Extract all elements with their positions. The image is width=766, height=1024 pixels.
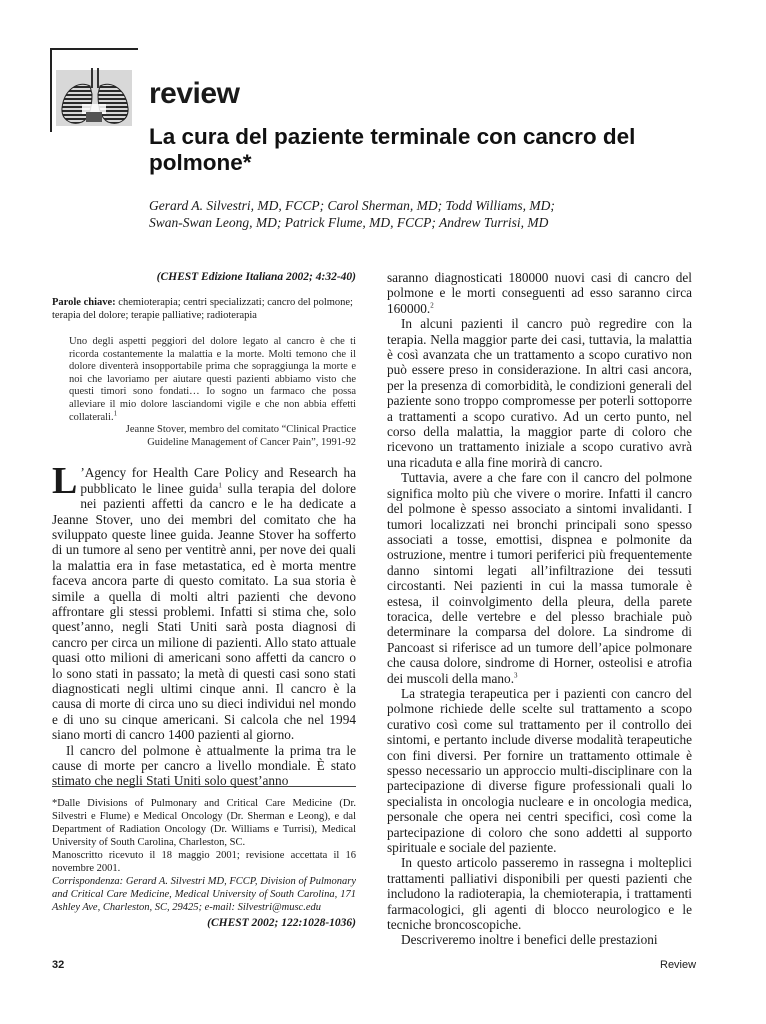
footnote-affiliation: *Dalle Divisions of Pulmonary and Critical Care Medicine (Dr. Silvestri e Flume) e Medical Oncology (Dr. Sherman e Leong), e dal Department of Radiation Oncology (Dr. Williams e Turrisi), Medical University of South Carolina, Charleston, SC. bbox=[52, 798, 356, 848]
authors-line-2: Swan-Swan Leong, MD; Patrick Flume, MD, FCCP; Andrew Turrisi, MD bbox=[149, 215, 549, 230]
body-paragraph-3 bbox=[387, 270, 692, 316]
keywords-label: Parole chiave: bbox=[52, 297, 116, 308]
footnote-received: Manoscritto ricevuto il 18 maggio 2001; revisione accettata il 16 novembre 2001. bbox=[52, 850, 356, 874]
section-label: review bbox=[149, 77, 240, 110]
right-column bbox=[387, 270, 692, 948]
author-list bbox=[149, 197, 669, 231]
article-title: La cura del paziente terminale con cancro del polmone* bbox=[149, 124, 636, 175]
p1-ref: 2 bbox=[430, 301, 434, 310]
drop-cap: L bbox=[52, 460, 78, 503]
footer-section-label: Review bbox=[660, 959, 697, 971]
body-paragraph-6: La strategia terapeutica per i pazienti con cancro del polmone richiede delle scelte sul trattamento a scopo curativo così come sul trattamento per il controllo dei sintomi, e pertanto include diverse modalità terapeutiche con fini diversi. Per fornire un trattamento ottimale è spesso necessario un approccio multi-disciplinare con la partecipazione di diverse figure professionali quali lo specialista in oncologia nucleare e in oncologia medica, personale che opera nei centri specifici, così come la partecipazione di coloro che sono addetti al supporto spirituale e sociale del paziente. bbox=[387, 685, 692, 856]
epigraph-quote bbox=[69, 336, 356, 424]
quote-attribution bbox=[69, 424, 356, 449]
p1-text: saranno diagnosticati 180000 nuovi casi di cancro del polmone e le morti conseguenti ad esso saranno circa 160000. bbox=[387, 270, 692, 316]
body-paragraph-1 bbox=[52, 460, 356, 743]
keywords bbox=[52, 296, 356, 322]
footnote-correspondence: Corrispondenza: Gerard A. Silvestri MD, FCCP, Division of Pulmonary and Critical Care Medicine, Medical University of South Carolina, 171 Ashley Ave, Charleston, SC, 29425; e-mail: Silvestri@musc.edu bbox=[52, 876, 356, 913]
lungs-logo-icon bbox=[52, 50, 138, 132]
quote-text: Uno degli aspetti peggiori del dolore legato al cancro è che ti ricorda costantemente la malattia e la morte. Molti temono che il dolore diventerà insopportabile prima che sopraggiunga la morte e noi che lavoriamo per aiutare questi pazienti abbiamo visto che questi timori sono fondati… Io sogno un farmaco che possa alleviare il mio dolore lasciandomi vigile e che non abbia effetti collaterali. bbox=[69, 336, 356, 423]
authors-line-1: Gerard A. Silvestri, MD, FCCP; Carol Sherman, MD; Todd Williams, MD; bbox=[149, 198, 555, 213]
body-paragraph-2: Il cancro del polmone è attualmente la prima tra le cause di morte per cancro a livello mondiale. È stato stimato che negli Stati Uniti solo quest’anno bbox=[52, 742, 356, 789]
body-paragraph-7: In questo articolo passeremo in rassegna i molteplici trattamenti palliativi disponibili per questi pazienti che includono la radioterapia, la chemioterapia, i trattamenti farmacologici, gli agenti di blocco neurologico e le tecniche broncoscopiche. bbox=[387, 855, 692, 933]
quote-attr-line-1: Jeanne Stover, membro del comitato “Clinical Practice bbox=[125, 424, 356, 436]
para1-ref: 1 bbox=[218, 481, 222, 490]
p3-text: Tuttavia, avere a che fare con il cancro del polmone significa molto più che vivere o morire. Infatti il cancro del polmone è spesso associato a sintomi invalidanti. I tumori localizzati nei bronchi principali sono spesso associati a tosse, emottisi, dispnea e polmonite da ostruzione, mentre i tumori periferici più frequentemente danno sintomi legati all’infiltrazione dei tessuti circostanti. Nei pazienti in cui la massa tumorale è estesa, il coinvolgimento della pleura, della parete toracica, delle vertebre e del plesso brachiale può determinare la comparsa del dolore. La sindrome di Pancoast si riferisce ad un tumore dell’apice polmonare che causa dolore, sindrome di Horner, osteolisi e atrofia dei muscoli della mano. bbox=[387, 470, 692, 686]
body-paragraph-4: In alcuni pazienti il cancro può regredire con la terapia. Nella maggior parte dei casi, tuttavia, la malattia è così avanzata che un trattamento a scopo curativo non può essere preso in considerazione. In altri casi ancora, per la presenza di comorbidità, le condizioni generali del paziente sono troppo compromesse per poterli sottoporre a trattamenti a scopo curativo. Ad un certo punto, nel corso della malattia, la maggior parte di coloro che ricevono un trattamento iniziale a scopo curativo avrà una ricaduta e alla fine morirà di cancro. bbox=[387, 316, 692, 470]
footnotes bbox=[52, 786, 356, 930]
body-paragraph-5 bbox=[387, 470, 692, 686]
left-column bbox=[52, 270, 356, 789]
p3-ref: 3 bbox=[514, 671, 518, 680]
keywords-text: chemioterapia; centri specializzati; cancro del polmone; terapia del dolore; terapie palliative; radioterapia bbox=[52, 297, 353, 321]
page-number: 32 bbox=[52, 959, 65, 971]
quote-attr-line-2: Guideline Management of Cancer Pain”, 1991-92 bbox=[147, 436, 356, 448]
para1-text-b: sulla terapia del dolore nei pazienti affetti da cancro e le ha dedicate a Jeanne Stover, uno dei membri del comitato che ha sviluppato queste linee guida. Jeanne Stover ha sofferto di un tumore al seno per ventitrè anni, per nove dei quali la malattia era in fase metastatica, ed è morta mentre faceva ancora parte di questo comitato. La sua storia è simile a quella di molti altri pazienti che devono affrontare gli stessi problemi. Infatti si stima che, solo quest’anno, negli Stati Uniti sarà posta diagnosi di cancro per circa un milione di pazienti. Allo stato attuale quasi otto milioni di americani sono affetti da cancro o lo sono stati in passato; la metà di questi casi sono stati diagnosticati negli ultimi cinque anni. Il cancro è la causa di morte di circa uno su dieci individui nel mondo e di uno su cinque americani. Si calcola che nel 1994 siano morti di cancro 1400 pazienti al giorno. bbox=[52, 480, 356, 743]
para1-text-a: ’Agency for Health Care Policy and Research ha pubblicato le linee guida bbox=[80, 465, 356, 496]
quote-ref: 1 bbox=[113, 409, 118, 418]
logo-frame bbox=[50, 48, 138, 132]
journal-citation: (CHEST Edizione Italiana 2002; 4:32-40) bbox=[156, 271, 356, 283]
body-paragraph-8: Descriveremo inoltre i benefici delle prestazioni bbox=[401, 932, 658, 948]
footnote-citation: (CHEST 2002; 122:1028-1036) bbox=[207, 917, 356, 929]
